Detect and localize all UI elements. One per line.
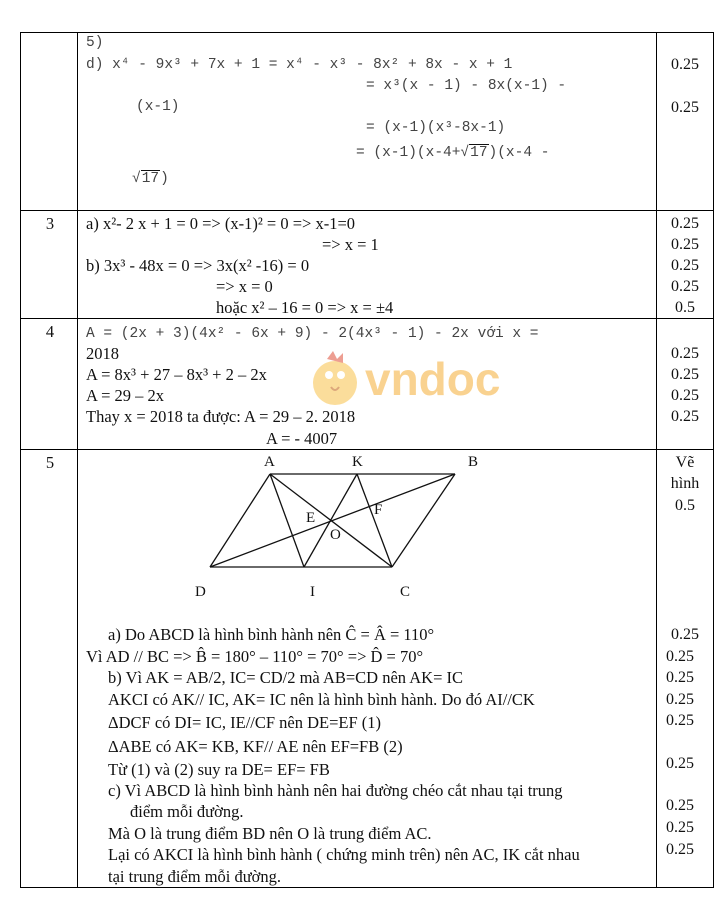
row2-line-eq5 [356, 143, 549, 163]
row3-score-5: 0.5 [675, 299, 695, 316]
row-divider-4 [20, 318, 714, 319]
vndoc-watermark-logo [305, 345, 535, 420]
row5-score-3: 0.25 [666, 669, 694, 686]
segment-BD [210, 474, 455, 567]
row-divider-3 [20, 210, 714, 211]
table-border-top [20, 32, 714, 33]
row5-line-b: b) Vì AK = AB/2, IC= CD/2 mà AB=CD nên AK= IC [108, 668, 464, 687]
row5-draw-label-3: 0.5 [675, 497, 695, 514]
row2-eq5-prefix: = (x-1)(x-4+ [356, 145, 461, 161]
label-F: F [374, 502, 383, 518]
row3-score-1: 0.25 [671, 215, 699, 232]
row5-draw-label-1: Vẽ [675, 454, 695, 471]
label-D: D [195, 584, 206, 600]
row4-line-2: 2018 [86, 344, 119, 363]
sqrt-17: √17 [460, 145, 488, 161]
segment-BC [392, 474, 455, 567]
row3-line-a2: => x = 1 [322, 235, 379, 254]
row3-score-4: 0.25 [671, 278, 699, 295]
row5-line-c: c) Vì ABCD là hình bình hành nên hai đường chéo cắt nhau tại trung [108, 781, 563, 800]
row3-score-2: 0.25 [671, 236, 699, 253]
row4-line-4: A = 29 – 2x [86, 386, 165, 405]
label-K: K [352, 454, 363, 470]
row2-eq5-suffix: )(x-4 - [488, 145, 550, 161]
label-A: A [264, 454, 275, 470]
row2-line-eq3: (x-1) [136, 99, 180, 115]
row4-score-2: 0.25 [671, 366, 699, 383]
row3-number: 3 [45, 214, 55, 233]
label-C: C [400, 584, 411, 600]
row4-number: 4 [45, 322, 55, 341]
row3-line-b: b) 3x³ - 48x = 0 => 3x(x² -16) = 0 [86, 256, 310, 275]
row2-line-eq6: √17) [132, 171, 169, 187]
row5-score-9: 0.25 [666, 841, 694, 858]
row2-score-1: 0.25 [671, 56, 699, 73]
row5-score-2: 0.25 [666, 648, 694, 665]
row5-line-a2: Vì AD // BC => B̂ = 180° – 110° = 70° => D̂ = 70° [86, 647, 424, 666]
row3-score-3: 0.25 [671, 257, 699, 274]
mascot-body [313, 361, 357, 405]
row2-line-label: 5) [86, 35, 104, 51]
label-B: B [468, 454, 479, 470]
row3-line-b3: hoặc x² – 16 = 0 => x = ±4 [216, 298, 394, 317]
row5-score-1: 0.25 [671, 626, 699, 643]
row5-line-b3: ΔDCF có DI= IC, IE//CF nên DE=EF (1) [108, 713, 382, 732]
row4-score-1: 0.25 [671, 345, 699, 362]
watermark-text: vndoc [365, 353, 501, 405]
row-divider-5 [20, 449, 714, 450]
row4-line-6: A = - 4007 [266, 429, 338, 448]
table-border-bottom [20, 887, 714, 888]
row5-score-7: 0.25 [666, 797, 694, 814]
label-I: I [310, 584, 315, 600]
segment-AD [210, 474, 270, 567]
row2-line-eq4: = (x-1)(x³-8x-1) [366, 120, 506, 136]
row5-line-a: a) Do ABCD là hình bình hành nên Ĉ = Â = 110° [108, 625, 435, 644]
row5-draw-label-2: hình [670, 475, 700, 492]
label-O: O [330, 527, 341, 543]
row2-line-eq2: = x³(x - 1) - 8x(x-1) - [366, 78, 567, 94]
sqrt-17-second: √17 [132, 171, 160, 187]
row5-line-c3: Mà O là trung điểm BD nên O là trung điểm AC. [108, 824, 432, 843]
row2-line-eq1: d) x⁴ - 9x³ + 7x + 1 = x⁴ - x³ - 8x² + 8x - x + 1 [86, 57, 513, 73]
segment-AI [270, 474, 304, 567]
row5-score-8: 0.25 [666, 819, 694, 836]
row4-score-3: 0.25 [671, 387, 699, 404]
row2-score-2: 0.25 [671, 99, 699, 116]
row5-line-b2: AKCI có AK// IC, AK= IC nên là hình bình hành. Do đó AI//CK [108, 690, 535, 709]
row3-line-a: a) x²- 2 x + 1 = 0 => (x-1)² = 0 => x-1=0 [86, 214, 356, 233]
row4-line-5: Thay x = 2018 ta được: A = 29 – 2. 2018 [86, 407, 356, 426]
row5-line-c2: điểm mỗi đường. [130, 802, 244, 821]
row5-line-c4: Lại có AKCI là hình bình hành ( chứng minh trên) nên AC, IK cắt nhau [108, 845, 580, 864]
row4-line-1: A = (2x + 3)(4x² - 6x + 9) - 2(4x³ - 1) - 2x với x = [86, 326, 539, 342]
row4-score-4: 0.25 [671, 408, 699, 425]
row5-score-5: 0.25 [666, 712, 694, 729]
row5-number: 5 [45, 453, 55, 472]
row3-line-b2: => x = 0 [216, 277, 273, 296]
parallelogram-figure [180, 452, 520, 602]
row5-line-b4: ΔABE có AK= KB, KF// AE nên EF=FB (2) [108, 737, 403, 756]
row5-score-4: 0.25 [666, 691, 694, 708]
row4-line-3: A = 8x³ + 27 – 8x³ + 2 – 2x [86, 365, 267, 384]
row5-line-c5: tại trung điểm mỗi đường. [108, 867, 282, 886]
row5-line-b5: Từ (1) và (2) suy ra DE= EF= FB [108, 760, 330, 779]
label-E: E [306, 510, 316, 526]
row5-score-6: 0.25 [666, 755, 694, 772]
